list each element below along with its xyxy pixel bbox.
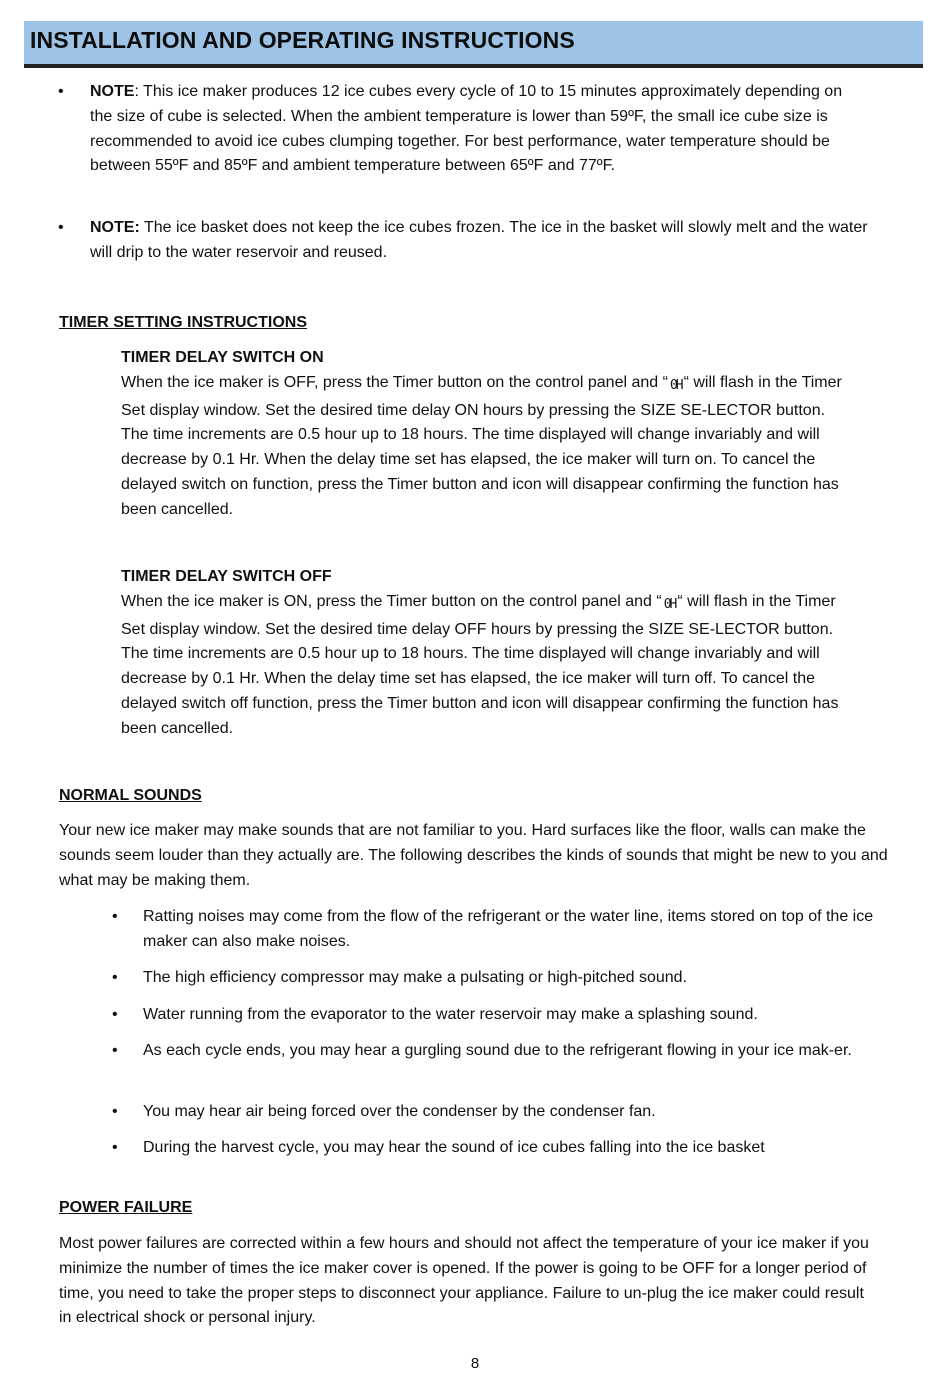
list-item: • During the harvest cycle, you may hear the sound of ice cubes falling into the ice basket xyxy=(112,1136,892,1161)
power-failure-text: Most power failures are corrected within a few hours and should not affect the temperature of your ice maker if you minimize the number of times the ice maker cover is opened. If the power is going to be OFF for a longer period of time, you need to take the proper steps to disconnect your appliance. Failure to un-plug the ice maker could result in electrical shock or personal injury. xyxy=(59,1235,869,1327)
bullet-icon: • xyxy=(112,1103,118,1120)
note-item xyxy=(58,216,868,266)
bullet-icon: • xyxy=(112,1139,118,1156)
list-item: • You may hear air being forced over the condenser by the condenser fan. xyxy=(112,1100,892,1125)
power-failure-heading: POWER FAILURE xyxy=(59,1199,193,1216)
page-number: 8 xyxy=(470,1355,480,1372)
list-item: • Ratting noises may come from the flow of the refrigerant or the water line, items stored on top of the ice maker can also make noises. xyxy=(112,905,892,955)
timer-on-text: When the ice maker is OFF, press the Timer button on the control panel and “ 0H “ will flash in the Timer Set display window. Set the desired time delay ON hours by pressing the SIZE SE-LECTOR button. The time increments are 0.5 hour up to 18 hours. The time displayed will change invariably and will decrease by 0.1 Hr. When the delay time set has elapsed, the ice maker will turn on. To cancel the delayed switch on function, press the Timer button and icon will disappear confirming the function has been cancelled. xyxy=(121,373,842,518)
page-title: INSTALLATION AND OPERATING INSTRUCTIONS xyxy=(30,27,575,53)
note-text: : This ice maker produces 12 ice cubes every cycle of 10 to 15 minutes approximately depending on the size of cube is selected. When the ambient temperature is lower than 59ºF, the small ice cube size is recommended to avoid ice cubes clumping together. For best performance, water temperature should be between 55ºF and 85ºF and ambient temperature between 65ºF and 77ºF. xyxy=(90,83,843,175)
bullet-icon: • xyxy=(112,908,118,925)
timer-off-title: TIMER DELAY SWITCH OFF xyxy=(121,568,332,585)
list-item: • Water running from the evaporator to the water reservoir may make a splashing sound. xyxy=(112,1003,892,1028)
page-header xyxy=(24,21,923,68)
timer-off-text: When the ice maker is ON, press the Timer button on the control panel and “ 0H “ will flash in the Timer Set display window. Set the desired time delay OFF hours by pressing the SIZE SE-LECTOR button. The time increments are 0.5 hour up to 18 hours. The time displayed will change invariably and will decrease by 0.1 Hr. When the delay time set has elapsed, the ice maker will turn off. To cancel the delayed switch off function, press the Timer button and icon will disappear confirming the function has been cancelled. xyxy=(121,592,839,737)
bullet-icon: • xyxy=(112,969,118,986)
bullet-icon: • xyxy=(58,219,64,236)
note-label: NOTE: xyxy=(90,219,140,236)
normal-sounds-heading: NORMAL SOUNDS xyxy=(59,787,202,804)
list-item: • The high efficiency compressor may make a pulsating or high-pitched sound. xyxy=(112,966,892,991)
normal-sounds-intro: Your new ice maker may make sounds that are not familiar to you. Hard surfaces like the floor, walls can make the sounds seem louder than they actually are. The following describes the kinds of sounds that might be new to you and what may be making them. xyxy=(59,822,888,889)
list-item: • As each cycle ends, you may hear a gurgling sound due to the refrigerant flowing in your ice mak-er. xyxy=(112,1039,892,1064)
note-text: The ice basket does not keep the ice cubes frozen. The ice in the basket will slowly melt and the water will drip to the water reservoir and reused. xyxy=(90,219,868,261)
timer-display-icon: 0H xyxy=(669,377,682,393)
timer-off-block xyxy=(121,565,851,742)
bullet-icon: • xyxy=(112,1006,118,1023)
timer-section-heading: TIMER SETTING INSTRUCTIONS xyxy=(59,314,307,331)
timer-display-icon: 0H xyxy=(663,596,676,612)
note-item xyxy=(58,80,868,179)
timer-on-block xyxy=(121,346,851,523)
note-label: NOTE xyxy=(90,83,135,100)
timer-on-title: TIMER DELAY SWITCH ON xyxy=(121,349,324,366)
bullet-icon: • xyxy=(112,1042,118,1059)
bullet-icon: • xyxy=(58,83,64,100)
